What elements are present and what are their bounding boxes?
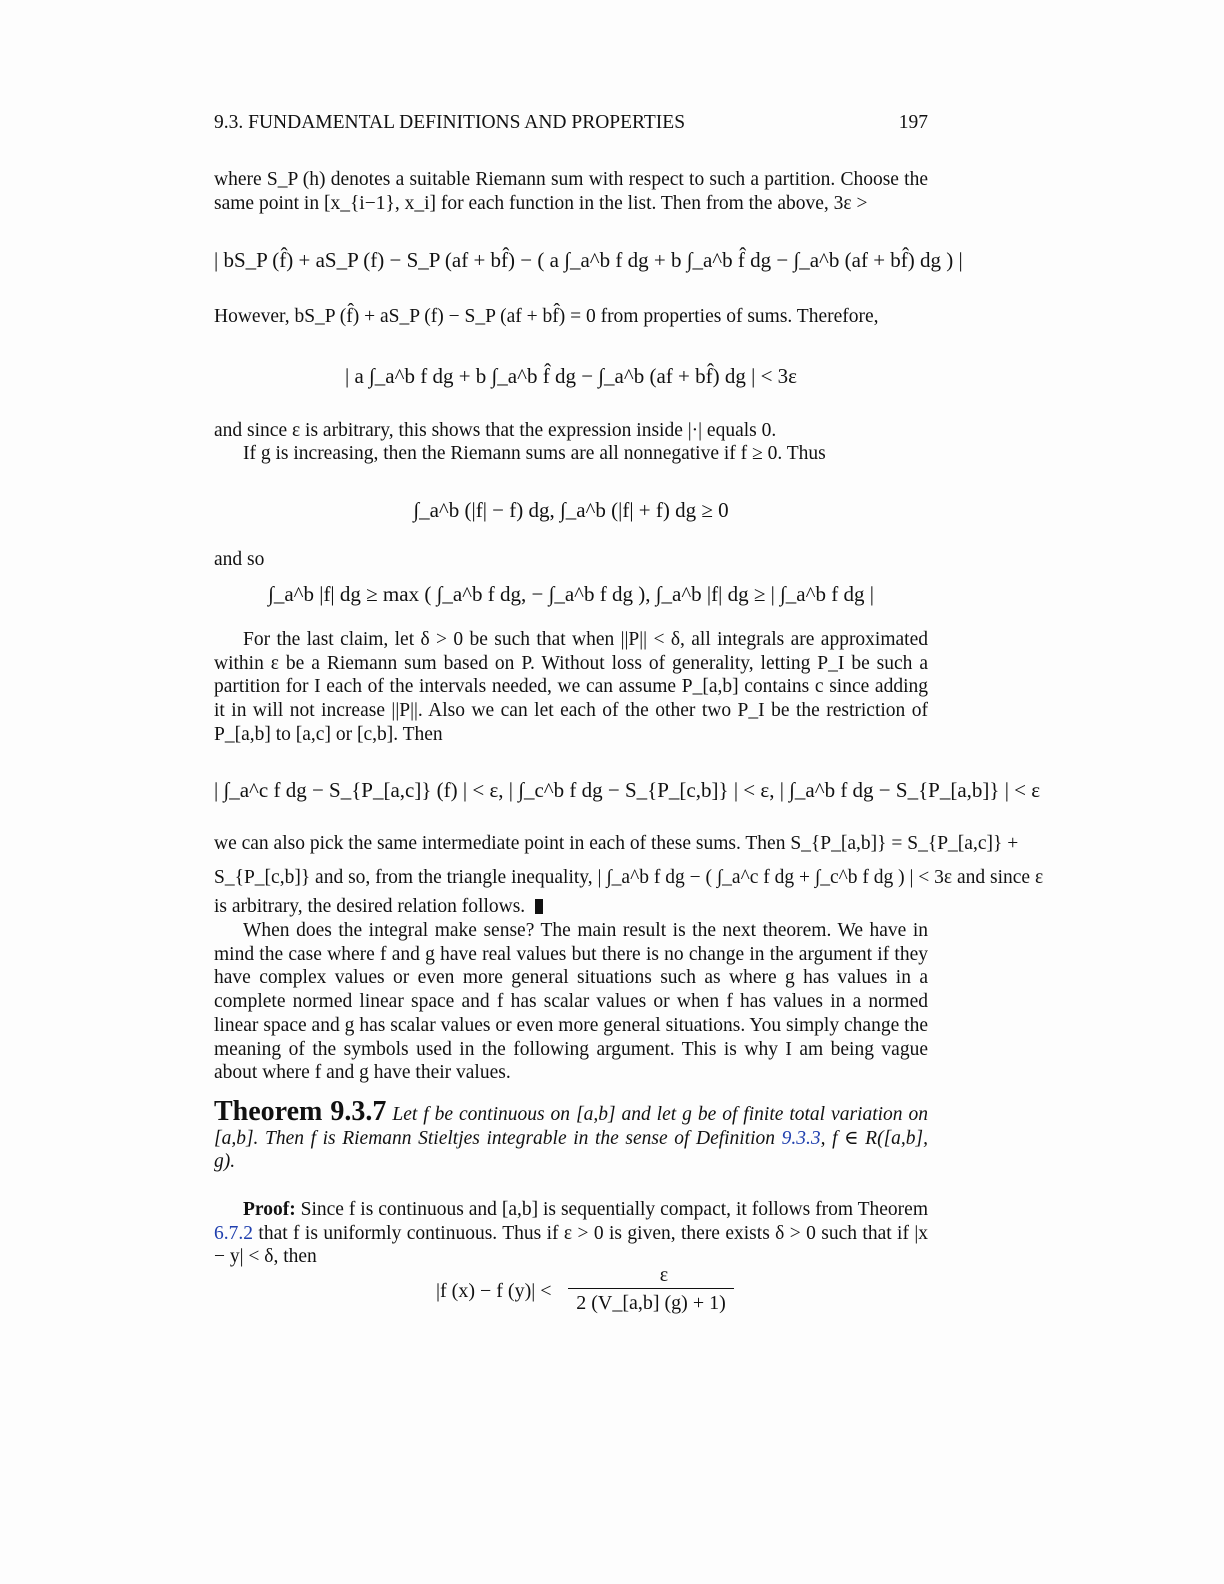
equation-6-numerator: ε [659, 1264, 669, 1286]
proof-paragraph [214, 1198, 928, 1269]
paragraph-7c [214, 896, 928, 918]
qed-mark [535, 899, 543, 914]
equation-6-denominator: 2 (V_[a,b] (g) + 1) [576, 1292, 726, 1314]
equation-1: | bS_P (f̂) + aS_P (f) − S_P (af + bf̂) − ( a ∫_a^b f dg + b ∫_a^b f̂ dg − ∫_a^b (af + bf̂) dg ) | [214, 248, 963, 272]
theorem-text-2: , f ∈ R([a,b], g). [214, 1127, 928, 1173]
equation-5: | ∫_a^c f dg − S_{P_[a,c]} (f) | < ε, | ∫_c^b f dg − S_{P_[c,b]} | < ε, | ∫_a^b f dg − S_{P_[a,b]} | < ε [214, 778, 1041, 802]
theorem-label: Theorem 9.3.7 [214, 1096, 387, 1127]
proof-text-2: that f is uniformly continuous. Thus if ε > 0 is given, there exists δ > 0 such that if |x − y| < δ, then [214, 1222, 929, 1268]
paragraph-4: If g is increasing, then the Riemann sums are all nonnegative if f ≥ 0. Thus [243, 443, 826, 464]
running-header [214, 112, 928, 134]
theorem-text-1: Let f be continuous on [a,b] and let g be of finite total variation on [a,b]. Then f is Riemann Stieltjes integrable in the sense of Definition [214, 1104, 928, 1149]
proof-label: Proof: [243, 1199, 296, 1220]
equation-4: ∫_a^b |f| dg ≥ max ( ∫_a^b f dg, − ∫_a^b f dg ), ∫_a^b |f| dg ≥ | ∫_a^b f dg | [268, 582, 874, 606]
theorem-9-3-7 [214, 1096, 928, 1174]
definition-link[interactable]: 9.3.3 [781, 1127, 821, 1149]
paragraph-7a: we can also pick the same intermediate point in each of these sums. Then S_{P_[a,b]} = S_{P_[a,c]} + [214, 833, 1019, 854]
page-number: 197 [898, 112, 928, 133]
section-title: 9.3. FUNDAMENTAL DEFINITIONS AND PROPERTIES [214, 112, 686, 133]
paragraph-1: where S_P (h) denotes a suitable Riemann sum with respect to such a partition. Choose the same point in [x_{i−1}, x_i] for each function in the list. Then from the above, 3ε > [214, 169, 928, 214]
equation-6-lhs: |f (x) − f (y)| < [436, 1280, 552, 1302]
equation-3: ∫_a^b (|f| − f) dg, ∫_a^b (|f| + f) dg ≥ 0 [413, 498, 729, 522]
paragraph-2: However, bS_P (f̂) + aS_P (f) − S_P (af + bf̂) = 0 from properties of sums. Therefore, [214, 306, 879, 327]
paragraph-5: and so [214, 549, 265, 570]
paragraph-8: When does the integral make sense? The main result is the next theorem. We have in mind the case where f and g have real values but there is no change in the argument if they have complex values or even more general situations such as where g has values in a complete normed linear space and f has scalar values or when f has values in a normed linear space and g has scalar values or even more general situations. You simply change the meaning of the symbols used in the following argument. This is why I am being vague about where f and g have their values. [214, 920, 928, 1084]
theorem-link[interactable]: 6.7.2 [214, 1222, 253, 1244]
fraction-bar [568, 1288, 734, 1289]
paragraph-3: and since ε is arbitrary, this shows that the expression inside |·| equals 0. [214, 420, 777, 441]
equation-2: | a ∫_a^b f dg + b ∫_a^b f̂ dg − ∫_a^b (af + bf̂) dg | < 3ε [345, 364, 797, 388]
paragraph-6: For the last claim, let δ > 0 be such that when ||P|| < δ, all integrals are approximated within ε be a Riemann sum based on P. Without loss of generality, letting P_I be such a partition for I each of the intervals needed, we can assume P_[a,b] contains c since adding it in will not increase ||P||. Also we can let each of the other two P_I be the restriction of P_[a,b] to [a,c] or [c,b]. Then [214, 629, 928, 745]
proof-text-1: Since f is continuous and [a,b] is sequentially compact, it follows from Theorem [300, 1199, 928, 1220]
paragraph-7c-text: is arbitrary, the desired relation follows. [214, 896, 526, 917]
paragraph-7b: S_{P_[c,b]} and so, from the triangle inequality, | ∫_a^b f dg − ( ∫_a^c f dg + ∫_c^b f dg ) | < 3ε and since ε [214, 867, 1044, 888]
